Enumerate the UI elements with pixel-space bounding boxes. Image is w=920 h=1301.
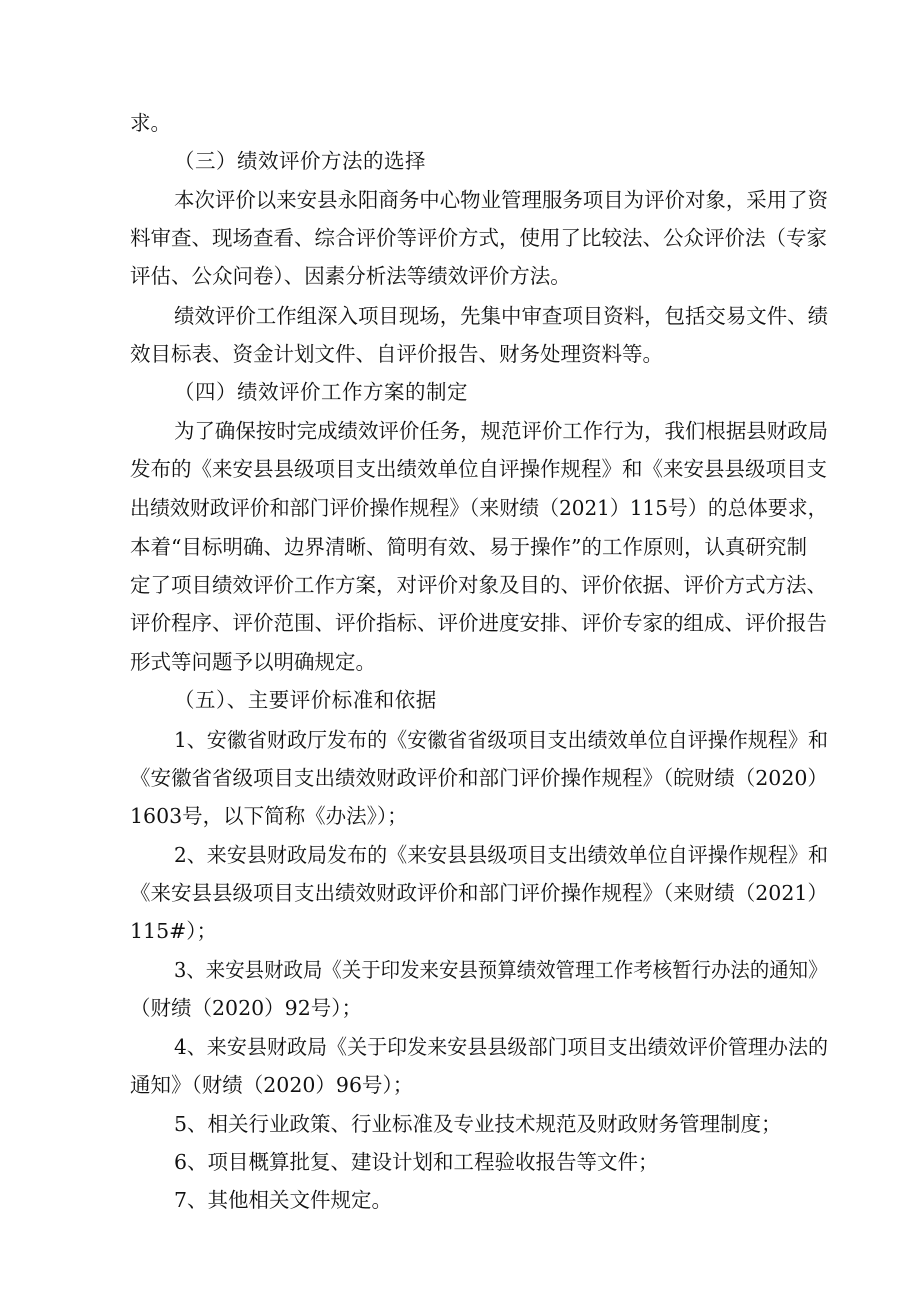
line-text: 形式等问题予以明确规定。 (130, 650, 376, 674)
line-text: 评估、公众问卷）、因素分析法等绩效评价方法。 (130, 264, 571, 288)
list-item (0, 1180, 920, 1220)
line-text: 4、来安县财政局《关于印发来安县县级部门项目支出绩效评价管理办法的 (174, 1035, 829, 1059)
paragraph-line (0, 488, 920, 528)
heading-text: （三）绩效评价方法的选择 (174, 149, 426, 173)
section-heading (0, 372, 920, 412)
line-text: 效目标表、资金计划文件、自评价报告、财务处理资料等。 (130, 342, 663, 366)
line-text: 绩效评价工作组深入项目现场，先集中审查项目资料，包括交易文件、绩 (174, 304, 829, 328)
line-text: 6、项目概算批复、建设计划和工程验收报告等文件； (174, 1150, 659, 1174)
section-heading (0, 141, 920, 181)
paragraph-line (0, 449, 920, 489)
paragraph-line (0, 1065, 920, 1105)
line-text: 为了确保按时完成绩效评价任务，规范评价工作行为，我们根据县财政局 (174, 419, 829, 443)
list-item (0, 950, 920, 990)
section-heading (0, 680, 920, 720)
paragraph-line (0, 334, 920, 374)
line-text: 发布的《来安县县级项目支出绩效单位自评操作规程》和《来安县县级项目支 (130, 457, 827, 481)
line-text: 2、来安县财政局发布的《来安县县级项目支出绩效单位自评操作规程》和 (174, 843, 829, 867)
paragraph-line (0, 796, 920, 836)
paragraph-line (0, 527, 920, 567)
paragraph-line (0, 565, 920, 605)
line-text: 出绩效财政评价和部门评价操作规程》（来财绩（2021）115号）的总体要求， (130, 496, 828, 520)
line-text: 1603号，以下简称《办法》）； (130, 804, 408, 828)
paragraph-line (0, 988, 920, 1028)
paragraph-line (0, 411, 920, 451)
paragraph-line (0, 296, 920, 336)
line-text: 求。 (130, 111, 171, 135)
paragraph-line (0, 103, 920, 143)
paragraph-line (0, 180, 920, 220)
line-text: （财绩（2020）92号）； (130, 996, 363, 1020)
line-text: 定了项目绩效评价工作方案，对评价对象及目的、评价依据、评价方式方法、 (130, 573, 827, 597)
paragraph-line (0, 642, 920, 682)
list-item (0, 1142, 920, 1182)
paragraph-line (0, 758, 920, 798)
line-text: 《安徽省省级项目支出绩效财政评价和部门评价操作规程》（皖财绩（2020） (130, 766, 828, 790)
line-text: 本着“目标明确、边界清晰、简明有效、易于操作”的工作原则，认真研究制 (130, 535, 807, 559)
line-text: 5、相关行业政策、行业标准及专业技术规范及财政财务管理制度； (174, 1112, 782, 1136)
line-text: 3、来安县财政局《关于印发来安县预算绩效管理工作考核暂行办法的通知》 (174, 958, 828, 982)
list-item (0, 1027, 920, 1067)
heading-text: （五）、主要评价标准和依据 (174, 688, 437, 712)
paragraph-line (0, 911, 920, 951)
line-text: 115#）； (130, 919, 218, 943)
paragraph-line (0, 256, 920, 296)
line-text: 1、安徽省财政厅发布的《安徽省省级项目支出绩效单位自评操作规程》和 (174, 728, 829, 752)
paragraph-line (0, 603, 920, 643)
paragraph-line (0, 873, 920, 913)
paragraph-line (0, 218, 920, 258)
line-text: 本次评价以来安县永阳商务中心物业管理服务项目为评价对象，采用了资 (174, 188, 829, 212)
line-text: 评价程序、评价范围、评价指标、评价进度安排、评价专家的组成、评价报告 (130, 611, 827, 635)
line-text: 料审查、现场查看、综合评价等评价方式，使用了比较法、公众评价法（专家 (130, 226, 827, 250)
list-item (0, 835, 920, 875)
list-item (0, 1104, 920, 1144)
line-text: 通知》（财绩（2020）96号）； (130, 1073, 414, 1097)
line-text: 7、其他相关文件规定。 (174, 1188, 393, 1212)
heading-text: （四）绩效评价工作方案的制定 (174, 380, 468, 404)
line-text: 《来安县县级项目支出绩效财政评价和部门评价操作规程》（来财绩（2021） (130, 881, 828, 905)
list-item (0, 720, 920, 760)
